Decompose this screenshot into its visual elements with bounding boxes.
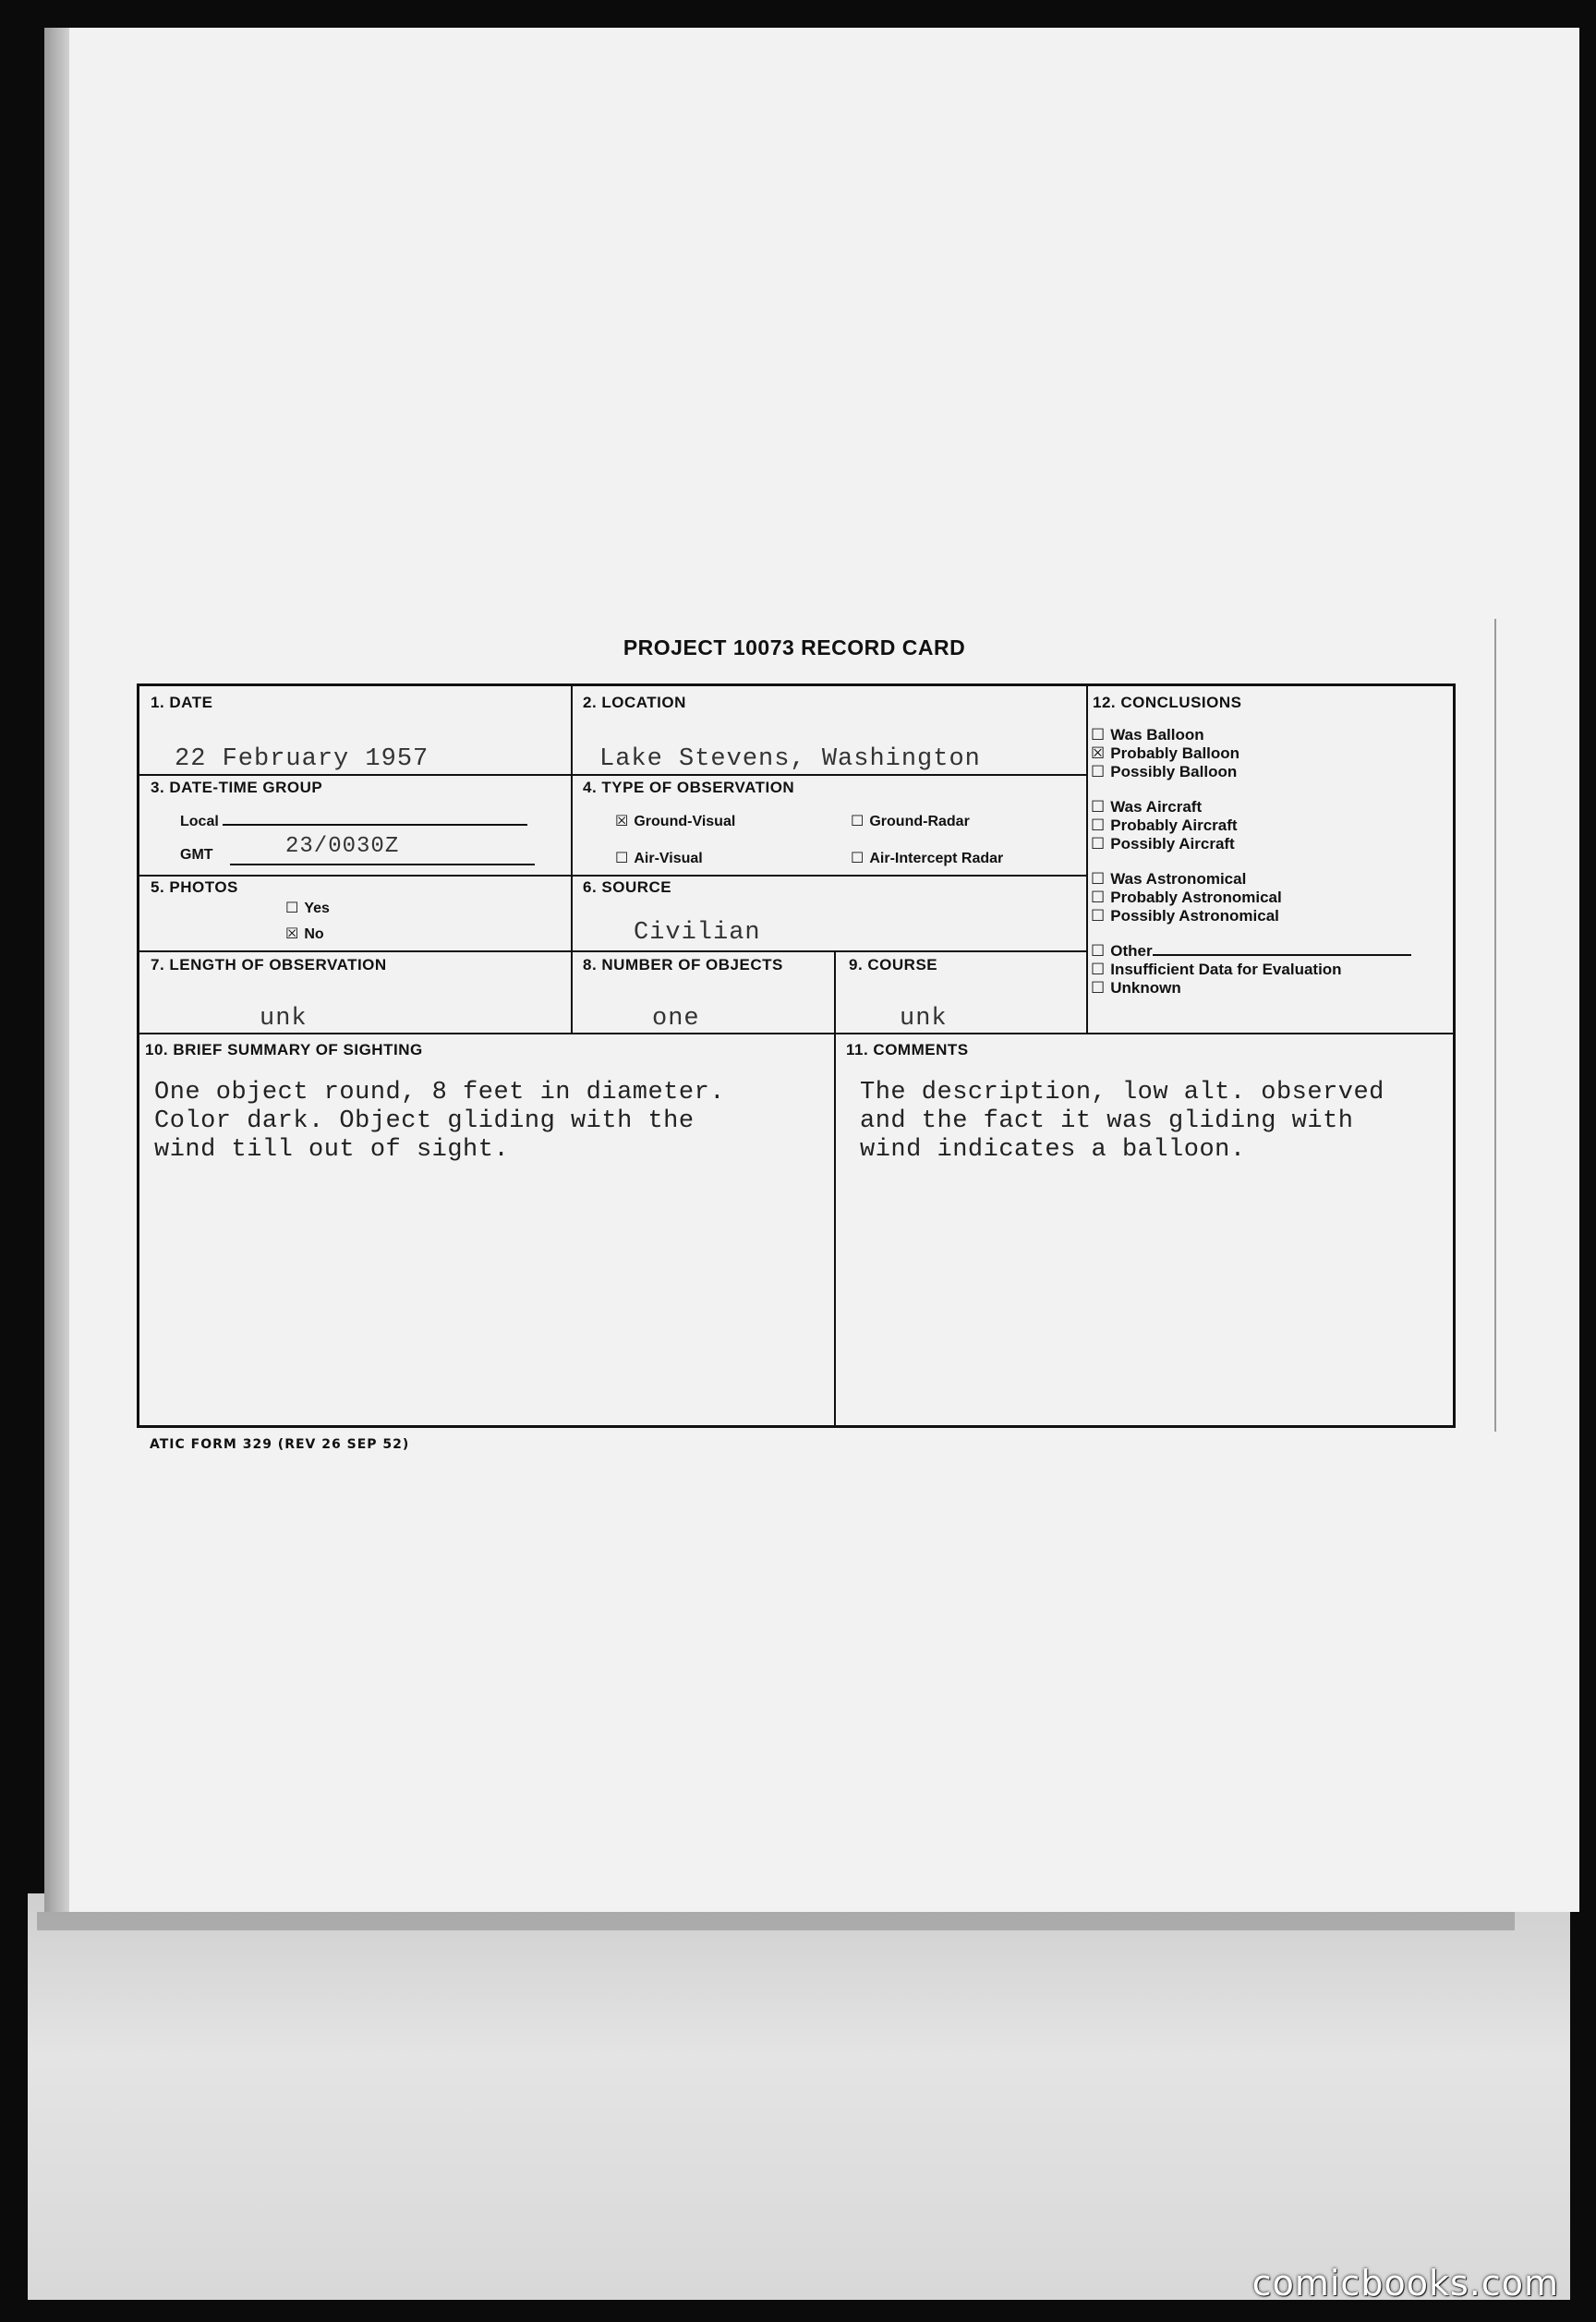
- option-label: No: [304, 926, 324, 942]
- conclusion-label: Possibly Astronomical: [1110, 907, 1279, 925]
- checked-box-icon: ☒: [1091, 744, 1106, 763]
- gmt-value: 23/0030Z: [285, 834, 400, 859]
- divider: [571, 686, 573, 1033]
- summary-line: Color dark. Object gliding with the: [154, 1107, 695, 1135]
- divider: [139, 950, 1088, 952]
- checkbox-icon: ☐: [615, 849, 629, 866]
- checkbox-icon: ☐: [851, 812, 864, 829]
- watermark: comicbooks.com: [1251, 2263, 1559, 2304]
- gmt-label-text: GMT: [180, 847, 213, 863]
- gmt-label: [180, 847, 213, 864]
- summary-label: 10. BRIEF SUMMARY OF SIGHTING: [145, 1041, 423, 1058]
- record-card: [137, 683, 1456, 1428]
- conclusion-item: [1091, 961, 1451, 979]
- conclusion-item: [1091, 816, 1451, 835]
- conclusion-label: Was Astronomical: [1110, 870, 1247, 888]
- course-value: unk: [900, 1005, 948, 1033]
- paper-edge: [44, 28, 72, 1912]
- location-value: Lake Stevens, Washington: [599, 745, 981, 773]
- checkbox-icon: ☐: [851, 849, 864, 866]
- gmt-line: [230, 834, 535, 865]
- observation-option: [851, 849, 1003, 867]
- checkbox-icon: ☐: [1091, 798, 1106, 816]
- option-label: Air-Intercept Radar: [869, 851, 1004, 866]
- location-label: 2. LOCATION: [583, 694, 686, 711]
- divider: [1086, 686, 1088, 1033]
- number-of-objects-label: 8. NUMBER OF OBJECTS: [583, 956, 783, 974]
- checkbox-icon: ☐: [1091, 942, 1106, 961]
- conclusions-label: 12. CONCLUSIONS: [1093, 694, 1242, 711]
- checkbox-icon: ☐: [1091, 907, 1106, 925]
- photos-label: 5. PHOTOS: [151, 878, 238, 896]
- observation-option: [851, 812, 970, 830]
- conclusions-list: [1091, 726, 1451, 998]
- conclusion-label: Was Aircraft: [1110, 798, 1203, 816]
- spacer: [1091, 781, 1451, 798]
- date-time-group-label: 3. DATE-TIME GROUP: [151, 779, 323, 796]
- comments-line: and the fact it was gliding with: [860, 1107, 1354, 1135]
- paper-shadow: [37, 1912, 1515, 1930]
- checkbox-icon: ☐: [1091, 870, 1106, 889]
- conclusion-label: Unknown: [1110, 979, 1181, 997]
- conclusion-item: [1091, 942, 1451, 961]
- checkbox-icon: ☐: [1091, 816, 1106, 835]
- checked-box-icon: ☒: [285, 925, 299, 942]
- local-label-text: Local: [180, 814, 219, 829]
- checkbox-icon: ☐: [1091, 889, 1106, 907]
- comments-label: 11. COMMENTS: [846, 1041, 969, 1058]
- conclusion-label: Insufficient Data for Evaluation: [1110, 961, 1342, 978]
- comments-line: The description, low alt. observed: [860, 1079, 1384, 1107]
- summary-line: wind till out of sight.: [154, 1136, 510, 1164]
- date-label: 1. DATE: [151, 694, 213, 711]
- checked-box-icon: ☒: [615, 812, 629, 829]
- conclusion-label: Probably Astronomical: [1110, 889, 1282, 906]
- summary-line: One object round, 8 feet in diameter.: [154, 1079, 725, 1107]
- local-value: [223, 824, 527, 826]
- photos-option: [285, 899, 330, 917]
- option-label: Air-Visual: [634, 851, 703, 866]
- checkbox-icon: ☐: [1091, 961, 1106, 979]
- conclusion-label: Other: [1110, 942, 1153, 960]
- divider: [834, 950, 836, 1425]
- spacer: [1091, 925, 1451, 942]
- conclusion-label: Probably Aircraft: [1110, 816, 1238, 834]
- checkbox-icon: ☐: [1091, 726, 1106, 744]
- divider: [139, 1033, 1456, 1034]
- divider: [139, 774, 1088, 776]
- date-value: 22 February 1957: [175, 745, 429, 773]
- divider: [139, 875, 1088, 877]
- length-of-observation-label: 7. LENGTH OF OBSERVATION: [151, 956, 387, 974]
- conclusion-item: [1091, 870, 1451, 889]
- comments-line: wind indicates a balloon.: [860, 1136, 1246, 1164]
- observation-option: [615, 812, 735, 830]
- other-line: [1153, 954, 1411, 956]
- checkbox-icon: ☐: [1091, 763, 1106, 781]
- conclusion-item: [1091, 744, 1451, 763]
- checkbox-icon: ☐: [285, 899, 299, 916]
- card-title: PROJECT 10073 RECORD CARD: [623, 635, 966, 659]
- type-of-observation-label: 4. TYPE OF OBSERVATION: [583, 779, 795, 796]
- photos-option: [285, 925, 324, 943]
- conclusion-label: Was Balloon: [1110, 726, 1204, 744]
- conclusion-item: [1091, 726, 1451, 744]
- conclusion-item: [1091, 889, 1451, 907]
- lower-sheet: [28, 1893, 1570, 2300]
- length-of-observation-value: unk: [260, 1005, 308, 1033]
- option-label: Ground-Visual: [634, 814, 736, 829]
- conclusion-item: [1091, 798, 1451, 816]
- conclusion-label: Possibly Balloon: [1110, 763, 1238, 780]
- number-of-objects-value: one: [652, 1005, 700, 1033]
- source-label: 6. SOURCE: [583, 878, 672, 896]
- option-label: Yes: [304, 901, 330, 916]
- margin-line: [1494, 619, 1496, 1432]
- comments-text: [860, 1079, 1384, 1165]
- checkbox-icon: ☐: [1091, 979, 1106, 998]
- course-label: 9. COURSE: [849, 956, 938, 974]
- conclusion-item: [1091, 763, 1451, 781]
- form-code: ATIC FORM 329 (REV 26 SEP 52): [150, 1437, 410, 1452]
- conclusion-item: [1091, 835, 1451, 853]
- option-label: Ground-Radar: [869, 814, 970, 829]
- conclusion-label: Probably Balloon: [1110, 744, 1240, 762]
- conclusion-item: [1091, 979, 1451, 998]
- source-value: Civilian: [634, 919, 761, 947]
- spacer: [1091, 853, 1451, 870]
- checkbox-icon: ☐: [1091, 835, 1106, 853]
- local-label: [180, 814, 527, 830]
- conclusion-label: Possibly Aircraft: [1110, 835, 1235, 853]
- summary-text: [154, 1079, 725, 1165]
- conclusion-item: [1091, 907, 1451, 925]
- observation-option: [615, 849, 703, 867]
